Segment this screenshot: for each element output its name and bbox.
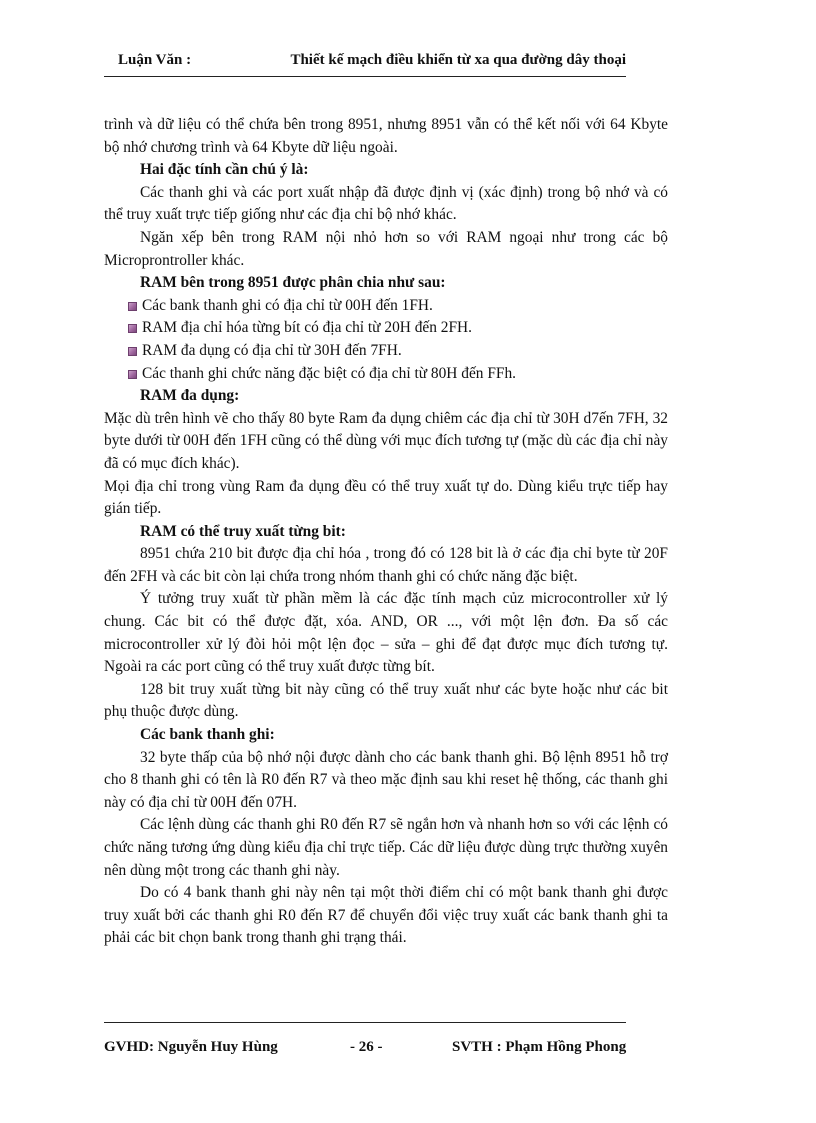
header-divider (104, 76, 626, 77)
header-title: Thiết kế mạch điều khiển từ xa qua đường dây thoại (290, 52, 626, 68)
list-item-text: Các thanh ghi chức năng đặc biệt có địa chỉ từ 80H đến FFh. (142, 364, 516, 382)
list-item (104, 295, 668, 318)
paragraph-register-instructions: Các lệnh dùng các thanh ghi R0 đến R7 sẽ ngắn hơn và nhanh hơn so với các lệnh có chức năng tương ứng dùng kiểu địa chỉ trực tiếp. Các dữ liệu được dùng trực thường xuyên nên dùng một trong các thanh ghi này. (104, 816, 668, 879)
paragraph-general-ram: Mặc dù trên hình vẽ cho thấy 80 byte Ram đa dụng chiêm các địa chỉ từ 30H d7ến 7FH, 32 byte dưới từ 00H đến 1FH cũng có thể dùng với mục đích tương tự (mặc dù các địa chỉ này đã có mục đích khác). (104, 409, 668, 472)
square-bullet-icon (128, 347, 137, 356)
heading-bit-addressable: RAM có thể truy xuất từng bit: (140, 522, 346, 540)
list-item-text: RAM địa chỉ hóa từng bít có địa chỉ từ 20H đến 2FH. (142, 319, 473, 337)
paragraph-software-idea: Ý tưởng truy xuất từ phần mềm là các đặc tính mạch củz microcontroller xử lý chung. Các bit có thể được đặt, xóa. AND, OR ..., với một lện đơn. Đa số các microcontroller xử lý đòi hỏi một lện đọc – sửa – ghi để đạt được mục đích tương tự. Ngoài ra các port cũng có thể truy xuất được từng bít. (104, 590, 668, 676)
page-number: - 26 - (350, 1039, 383, 1055)
page-body (104, 114, 668, 950)
footer-divider (104, 1022, 626, 1023)
list-item (104, 340, 668, 363)
list-item-text: Các bank thanh ghi có địa chỉ từ 00H đến 1FH. (142, 296, 433, 314)
footer-advisor: GVHD: Nguyễn Huy Hùng (104, 1039, 278, 1055)
square-bullet-icon (128, 324, 137, 333)
ram-division-list (104, 295, 668, 385)
paragraph-bit-addressable: 8951 chứa 210 bit được địa chỉ hóa , trong đó có 128 bit là ở các địa chỉ byte từ 20F đến 2FH và các bit còn lại chứa trong nhóm thanh ghi có chức năng đặc biệt. (104, 545, 668, 585)
paragraph-general-ram-access: Mọi địa chỉ trong vùng Ram đa dụng đều có thể truy xuất tự do. Dùng kiểu trực tiếp hay gián tiếp. (104, 477, 668, 518)
page-footer (104, 1039, 634, 1061)
paragraph-stack: Ngăn xếp bên trong RAM nội nhỏ hơn so với RAM ngoại như trong các bộ Microprontroller khác. (104, 228, 668, 269)
list-item-text: RAM đa dụng có địa chỉ từ 30H đến 7FH. (142, 341, 402, 359)
heading-ram-division: RAM bên trong 8951 được phân chia như sau: (140, 274, 446, 292)
paragraph-bank-switching: Do có 4 bank thanh ghi này nên tại một thời điểm chỉ có một bank thanh ghi được truy xuất bởi các thanh ghi R0 đến R7 để chuyển đổi việc truy xuất các bank thanh ghi ta phải các bit chọn bank trong thanh ghi trạng thái. (104, 884, 668, 947)
heading-two-properties: Hai đặc tính cần chú ý là: (140, 161, 309, 179)
paragraph-bit-as-byte: 128 bit truy xuất từng bit này cũng có thể truy xuất như các byte hoặc như các bit phụ thuộc được dùng. (104, 680, 668, 721)
heading-general-ram: RAM đa dụng: (140, 387, 240, 405)
square-bullet-icon (128, 302, 137, 311)
page-header (104, 52, 626, 76)
heading-register-banks: Các bank thanh ghi: (140, 726, 275, 744)
paragraph-register-banks: 32 byte thấp của bộ nhớ nội được dành cho các bank thanh ghi. Bộ lệnh 8951 hỗ trợ cho 8 thanh ghi có tên là R0 đến R7 và theo mặc định sau khi reset hệ thống, các thanh ghi này có địa chỉ từ 00H đến 07H. (104, 748, 668, 811)
list-item (104, 317, 668, 340)
square-bullet-icon (128, 370, 137, 379)
paragraph-registers-ports: Các thanh ghi và các port xuất nhập đã được định vị (xác định) trong bộ nhớ và có thể truy xuất trực tiếp giống như các địa chỉ bộ nhớ khác. (104, 183, 668, 224)
paragraph-continuation: trình và dữ liệu có thể chứa bên trong 8951, nhưng 8951 vẫn có thể kết nối với 64 Kbyte bộ nhớ chương trình và 64 Kbyte dữ liệu ngoài. (104, 116, 668, 156)
header-label: Luận Văn : (118, 52, 192, 68)
footer-student: SVTH : Phạm Hồng Phong (452, 1039, 627, 1055)
list-item (104, 363, 668, 386)
